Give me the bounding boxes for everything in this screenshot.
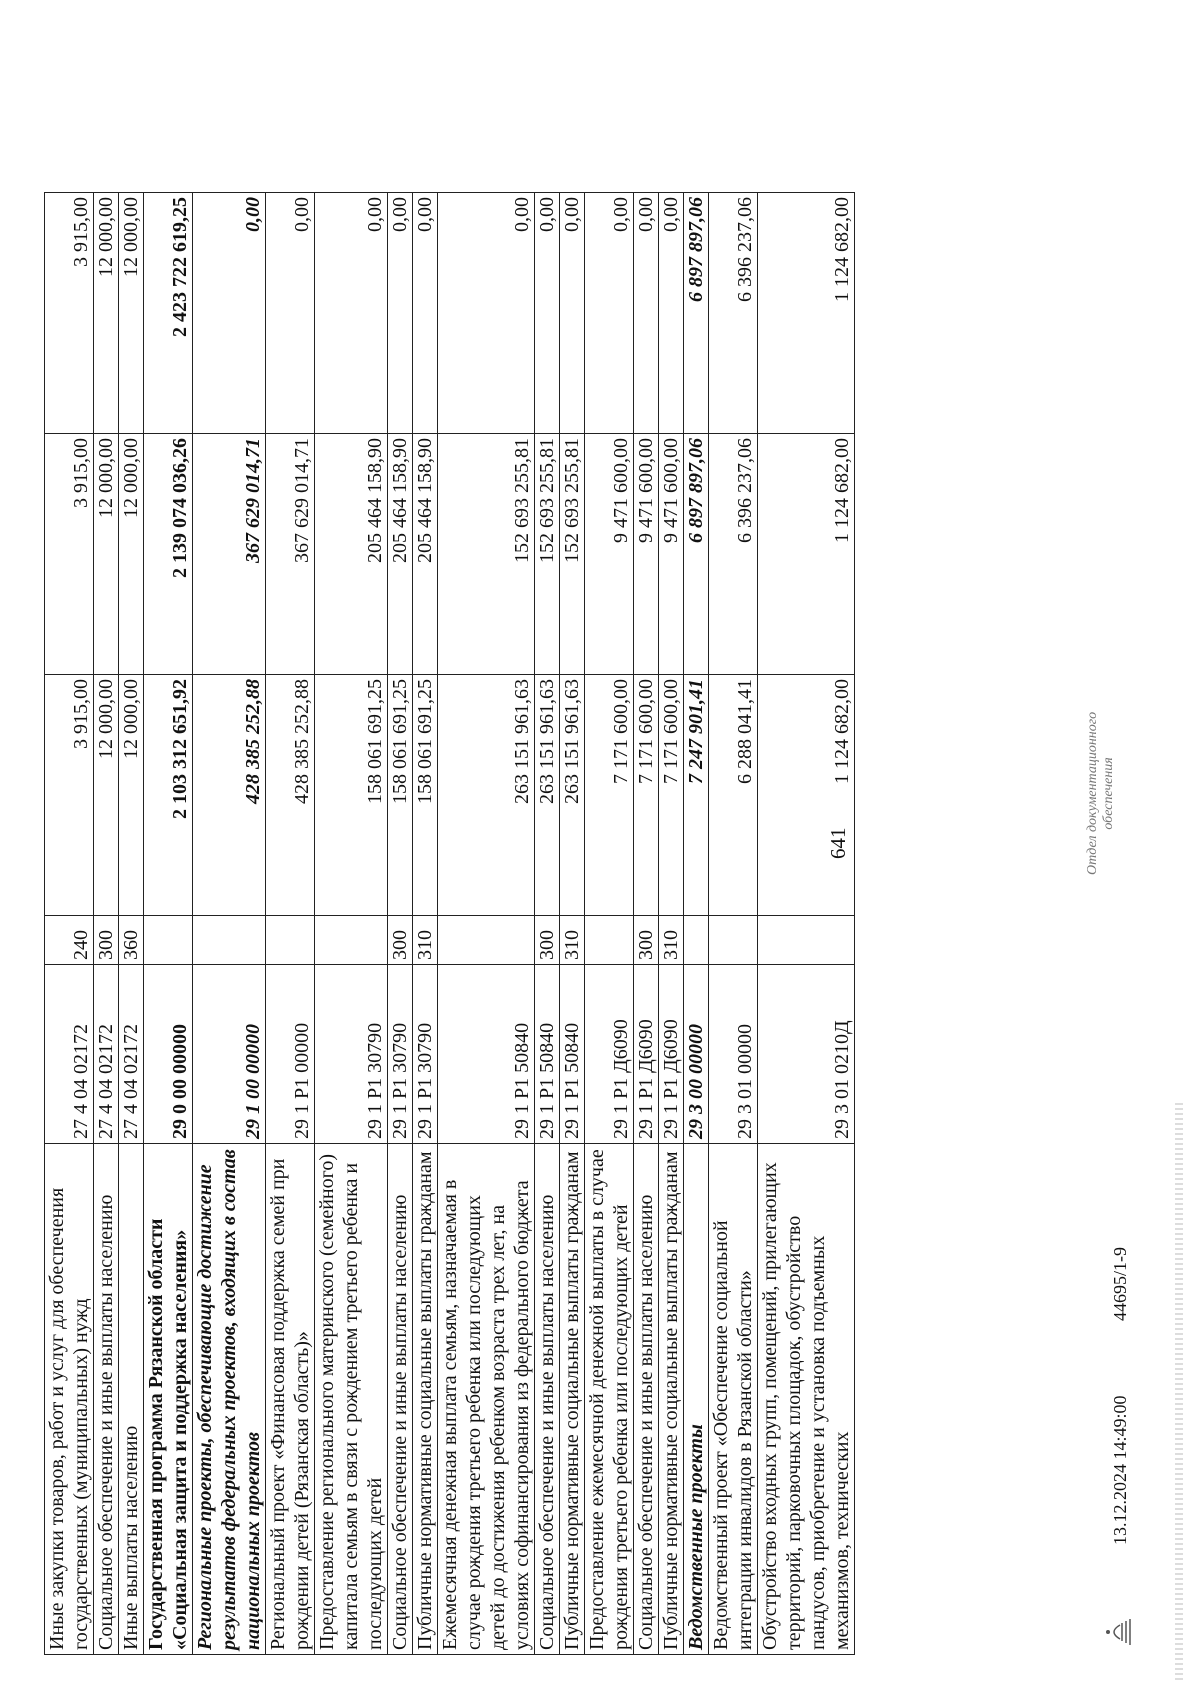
row-value-1: 12 000,00 [94,675,119,916]
row-vr: 300 [94,916,119,965]
row-value-3: 0,00 [659,193,684,434]
row-code: 29 0 00 00000 [144,965,193,1144]
row-vr [315,916,388,965]
row-value-3: 0,00 [438,193,535,434]
table-row [634,193,659,1655]
row-value-2: 3 915,00 [45,434,94,675]
row-value-2: 9 471 600,00 [585,434,634,675]
row-code: 29 3 00 00000 [684,965,709,1144]
row-value-1: 263 151 961,63 [560,675,585,916]
row-value-2: 9 471 600,00 [634,434,659,675]
row-name: Государственная программа Рязанской области «Социальная защита и поддержка населения» [144,1144,193,1655]
row-value-1: 7 171 600,00 [585,675,634,916]
table-row [193,193,266,1655]
row-value-2: 205 464 158,90 [388,434,413,675]
table-row [535,193,560,1655]
table-row [438,193,535,1655]
row-vr [193,916,266,965]
row-vr [266,916,315,965]
row-value-2: 9 471 600,00 [659,434,684,675]
row-code: 29 1 Р1 30790 [315,965,388,1144]
row-name: Публичные нормативные социальные выплаты гражданам [659,1144,684,1655]
row-value-2: 152 693 255,81 [438,434,535,675]
row-name: Социальное обеспечение и иные выплаты населению [388,1144,413,1655]
footer-doc-number: 44695/1-9 [1110,1246,1130,1321]
table-row [388,193,413,1655]
table-row [560,193,585,1655]
row-value-1: 263 151 961,63 [535,675,560,916]
row-name: Ведомственный проект «Обеспечение социальной интеграции инвалидов в Рязанской области» [709,1144,758,1655]
row-value-2: 367 629 014,71 [193,434,266,675]
row-vr [438,916,535,965]
budget-table [44,192,855,1655]
row-name: Предоставление регионального материнского (семейного) капитала семьям в связи с рождением третьего ребенка и последующих детей [315,1144,388,1655]
table-row [585,193,634,1655]
row-value-3: 0,00 [388,193,413,434]
stamp-line-2: обеспечения [1101,757,1116,830]
table-row [266,193,315,1655]
table-row [144,193,193,1655]
table-row [758,193,855,1655]
row-value-3: 0,00 [585,193,634,434]
row-value-3: 0,00 [315,193,388,434]
scan-artifact [1175,1100,1183,1680]
row-value-3: 1 124 682,00 [758,193,855,434]
row-name: Публичные нормативные социальные выплаты гражданам [413,1144,438,1655]
table-row [94,193,119,1655]
row-code: 29 3 01 0210Д [758,965,855,1144]
row-value-3: 2 423 722 619,25 [144,193,193,434]
row-value-1: 263 151 961,63 [438,675,535,916]
row-code: 29 1 Р1 50840 [535,965,560,1144]
row-value-3: 3 915,00 [45,193,94,434]
row-code: 29 1 Р1 30790 [413,965,438,1144]
row-value-1: 2 103 312 651,92 [144,675,193,916]
row-vr [144,916,193,965]
row-vr: 240 [45,916,94,965]
row-vr: 300 [634,916,659,965]
table-row [119,193,144,1655]
footer-date: 13.12.2024 14:49:00 [1110,1395,1130,1545]
row-name: Региональные проекты, обеспечивающие достижение результатов федеральных проектов, входящих в состав национальных проектов [193,1144,266,1655]
row-code: 29 1 Р1 Д6090 [634,965,659,1144]
row-code: 29 1 Р1 Д6090 [585,965,634,1144]
row-value-2: 205 464 158,90 [315,434,388,675]
table-row [315,193,388,1655]
row-name: Социальное обеспечение и иные выплаты населению [634,1144,659,1655]
row-vr: 310 [413,916,438,965]
table-row [45,193,94,1655]
row-code: 29 1 Р1 50840 [438,965,535,1144]
row-value-3: 0,00 [266,193,315,434]
office-stamp [1085,712,1117,875]
row-vr: 300 [388,916,413,965]
stamp-line-1: Отдел документационного [1085,711,1100,875]
row-name: Ежемесячная денежная выплата семьям, назначаемая в случае рождения третьего ребенка или последующих детей до достижения ребенком возраста трех лет, на условиях софинансирования из федерального бюджета [438,1144,535,1655]
row-value-1: 7 247 901,41 [684,675,709,916]
row-value-1: 158 061 691,25 [413,675,438,916]
row-value-3: 0,00 [560,193,585,434]
row-value-1: 6 288 041,41 [709,675,758,916]
row-value-1: 12 000,00 [119,675,144,916]
row-value-3: 0,00 [413,193,438,434]
row-code: 29 1 Р1 30790 [388,965,413,1144]
row-value-1: 428 385 252,88 [266,675,315,916]
row-value-2: 367 629 014,71 [266,434,315,675]
row-value-2: 152 693 255,81 [560,434,585,675]
row-vr [684,916,709,965]
row-name: Иные закупки товаров, работ и услуг для обеспечения государственных (муниципальных) нужд [45,1144,94,1655]
row-vr [709,916,758,965]
table-row [659,193,684,1655]
row-vr: 310 [560,916,585,965]
row-name: Социальное обеспечение и иные выплаты населению [535,1144,560,1655]
row-code: 29 3 01 00000 [709,965,758,1144]
row-name: Ведомственные проекты [684,1144,709,1655]
row-name: Предоставление ежемесячной денежной выплаты в случае рождения третьего ребенка или последующих детей [585,1144,634,1655]
row-code: 29 1 00 00000 [193,965,266,1144]
row-value-2: 12 000,00 [94,434,119,675]
row-name: Региональный проект «Финансовая поддержка семей при рождении детей (Рязанская область)» [266,1144,315,1655]
row-value-1: 1 124 682,00 [758,675,855,916]
row-value-2: 152 693 255,81 [535,434,560,675]
row-vr [758,916,855,965]
row-vr: 300 [535,916,560,965]
row-value-3: 0,00 [535,193,560,434]
table-row [413,193,438,1655]
row-value-1: 3 915,00 [45,675,94,916]
row-value-3: 0,00 [193,193,266,434]
row-name: Социальное обеспечение и иные выплаты населению [94,1144,119,1655]
row-code: 27 4 04 02172 [94,965,119,1144]
row-value-1: 158 061 691,25 [315,675,388,916]
row-vr: 360 [119,916,144,965]
table-row [709,193,758,1655]
row-value-2: 205 464 158,90 [413,434,438,675]
page-number: 641 [826,827,850,859]
row-value-3: 12 000,00 [94,193,119,434]
row-name: Публичные нормативные социальные выплаты гражданам [560,1144,585,1655]
row-value-2: 12 000,00 [119,434,144,675]
row-name: Обустройство входных групп, помещений, прилегающих территорий, парковочных площадок, обустройство пандусов, приобретение и установка подъемных механизмов, технических [758,1144,855,1655]
row-value-3: 12 000,00 [119,193,144,434]
row-name: Иные выплаты населению [119,1144,144,1655]
row-value-1: 158 061 691,25 [388,675,413,916]
row-value-2: 1 124 682,00 [758,434,855,675]
row-vr: 310 [659,916,684,965]
row-value-3: 6 897 897,06 [684,193,709,434]
row-value-2: 6 897 897,06 [684,434,709,675]
row-value-3: 6 396 237,06 [709,193,758,434]
row-value-2: 2 139 074 036,26 [144,434,193,675]
row-value-1: 7 171 600,00 [659,675,684,916]
row-code: 29 1 Р1 50840 [560,965,585,1144]
emblem-logo [1100,1615,1136,1649]
row-value-3: 0,00 [634,193,659,434]
row-value-1: 428 385 252,88 [193,675,266,916]
row-code: 27 4 04 02172 [119,965,144,1144]
footer [1110,1247,1131,1545]
row-vr [585,916,634,965]
row-value-1: 7 171 600,00 [634,675,659,916]
table-row [684,193,709,1655]
row-code: 29 1 Р1 Д6090 [659,965,684,1144]
row-code: 29 1 Р1 00000 [266,965,315,1144]
row-code: 27 4 04 02172 [45,965,94,1144]
row-value-2: 6 396 237,06 [709,434,758,675]
